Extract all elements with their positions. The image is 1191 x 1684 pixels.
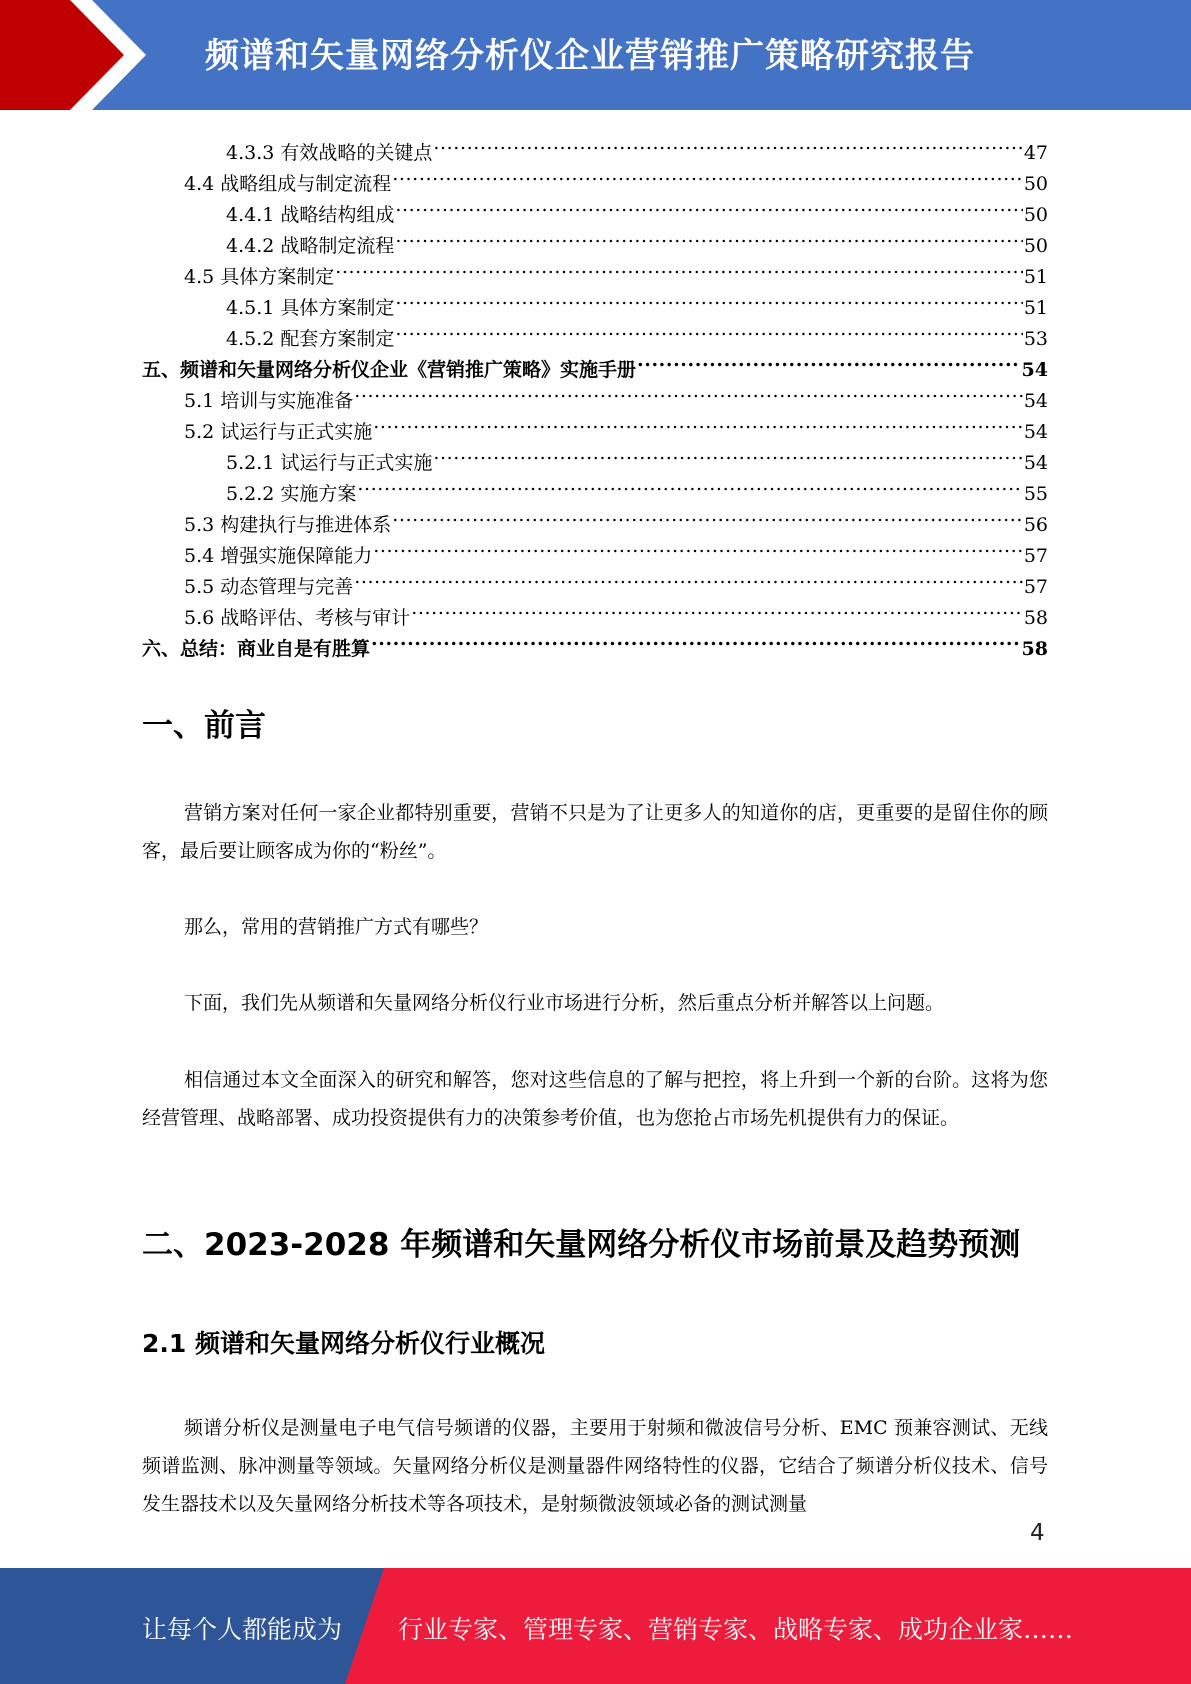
toc-entry-page-number: 58	[1021, 638, 1048, 660]
toc-entry-label: 5.4 增强实施保障能力	[184, 545, 373, 567]
toc-entry-label: 4.3.3 有效战略的关键点	[226, 142, 433, 164]
page-footer	[0, 1568, 1191, 1684]
header-chevron-decoration	[0, 0, 160, 110]
toc-entry-label: 5.2.1 试运行与正式实施	[226, 452, 433, 474]
toc-dot-leader	[373, 531, 1023, 562]
toc-entry-page-number: 57	[1023, 545, 1048, 567]
toc-entry-page-number: 54	[1023, 390, 1048, 412]
preface-paragraph: 那么，常用的营销推广方式有哪些？	[184, 916, 489, 938]
toc-entry-page-number: 55	[1023, 483, 1048, 505]
toc-entry-page-number: 54	[1023, 421, 1048, 443]
toc-entry-label: 5.2.2 实施方案	[226, 483, 357, 505]
toc-entry-label: 5.5 动态管理与完善	[184, 576, 354, 598]
toc-dot-leader	[335, 252, 1023, 283]
toc-dot-leader	[392, 500, 1023, 531]
toc-entry-label: 4.4.1 战略结构组成	[226, 204, 395, 226]
toc-dot-leader	[411, 593, 1023, 624]
toc-dot-leader	[354, 376, 1023, 407]
section-heading-market-outlook: 二、2023-2028 年频谱和矢量网络分析仪市场前景及趋势预测	[142, 1227, 1021, 1263]
toc-entry-label: 5.6 战略评估、考核与审计	[184, 607, 411, 629]
toc-dot-leader	[395, 283, 1022, 314]
toc-entry-page-number: 57	[1023, 576, 1048, 598]
toc-dot-leader	[392, 159, 1023, 190]
report-title: 频谱和矢量网络分析仪企业营销推广策略研究报告	[205, 36, 975, 76]
page-number: 4	[1030, 1520, 1045, 1546]
toc-entry-label: 4.5.1 具体方案制定	[226, 297, 395, 319]
toc-entry-label: 六、总结：商业自是有胜算	[142, 638, 371, 660]
toc-dot-leader	[371, 624, 1021, 655]
toc-entry-page-number: 50	[1023, 204, 1048, 226]
toc-dot-leader	[357, 469, 1022, 500]
toc-entry-page-number: 51	[1023, 297, 1048, 319]
toc-entry-label: 4.4 战略组成与制定流程	[184, 173, 392, 195]
toc-dot-leader	[637, 345, 1021, 376]
page-header	[0, 0, 1191, 110]
toc-entry-page-number: 50	[1023, 173, 1048, 195]
section-heading-preface: 一、前言	[142, 708, 266, 744]
toc-entry-label: 4.4.2 战略制定流程	[226, 235, 395, 257]
toc-dot-leader	[373, 407, 1023, 438]
subsection-heading-industry-overview: 2.1 频谱和矢量网络分析仪行业概况	[142, 1329, 545, 1358]
preface-paragraph: 营销方案对任何一家企业都特别重要，营销不只是为了让更多人的知道你的店，更重要的是留住你的顾客，最后要让顾客成为你的“粉丝”。	[142, 802, 1048, 862]
toc-entry-page-number: 54	[1023, 452, 1048, 474]
toc-dot-leader	[433, 128, 1022, 159]
industry-overview-paragraph: 频谱分析仪是测量电子电气信号频谱的仪器，主要用于射频和微波信号分析、EMC 预兼容测试、无线频谱监测、脉冲测量等领域。矢量网络分析仪是测量器件网络特性的仪器，它结合了频谱分析仪技术、信号发生器技术以及矢量网络分析技术等各项技术，是射频微波领域必备的测试测量	[142, 1417, 1048, 1515]
toc-dot-leader	[433, 438, 1022, 469]
toc-entry-page-number: 54	[1021, 359, 1048, 381]
toc-entry-page-number: 47	[1023, 142, 1048, 164]
footer-slogan-left: 让每个人都能成为	[142, 1615, 343, 1644]
toc-dot-leader	[354, 562, 1023, 593]
toc-dot-leader	[395, 314, 1022, 345]
footer-slogan-right: 行业专家、管理专家、营销专家、战略专家、成功企业家……	[398, 1615, 1074, 1644]
toc-entry-page-number: 56	[1023, 514, 1048, 536]
table-of-contents	[142, 128, 1048, 660]
preface-paragraph: 相信通过本文全面深入的研究和解答，您对这些信息的了解与把控，将上升到一个新的台阶。这将为您经营管理、战略部署、成功投资提供有力的决策参考价值，也为您抢占市场先机提供有力的保证。	[142, 1069, 1048, 1129]
toc-entry-label: 5.2 试运行与正式实施	[184, 421, 373, 443]
toc-entry-label: 五、频谱和矢量网络分析仪企业《营销推广策略》实施手册	[142, 359, 637, 381]
toc-entry-label: 4.5 具体方案制定	[184, 266, 335, 288]
toc-entry-page-number: 53	[1023, 328, 1048, 350]
toc-dot-leader	[395, 190, 1022, 221]
toc-entry-label: 5.3 构建执行与推进体系	[184, 514, 392, 536]
preface-paragraph: 下面，我们先从频谱和矢量网络分析仪行业市场进行分析，然后重点分析并解答以上问题。	[184, 992, 945, 1014]
toc-dot-leader	[395, 221, 1022, 252]
toc-entry-page-number: 50	[1023, 235, 1048, 257]
toc-entry[interactable]	[142, 128, 1048, 164]
toc-entry-label: 5.1 培训与实施准备	[184, 390, 354, 412]
toc-entry-page-number: 58	[1023, 607, 1048, 629]
toc-entry-page-number: 51	[1023, 266, 1048, 288]
toc-entry-label: 4.5.2 配套方案制定	[226, 328, 395, 350]
